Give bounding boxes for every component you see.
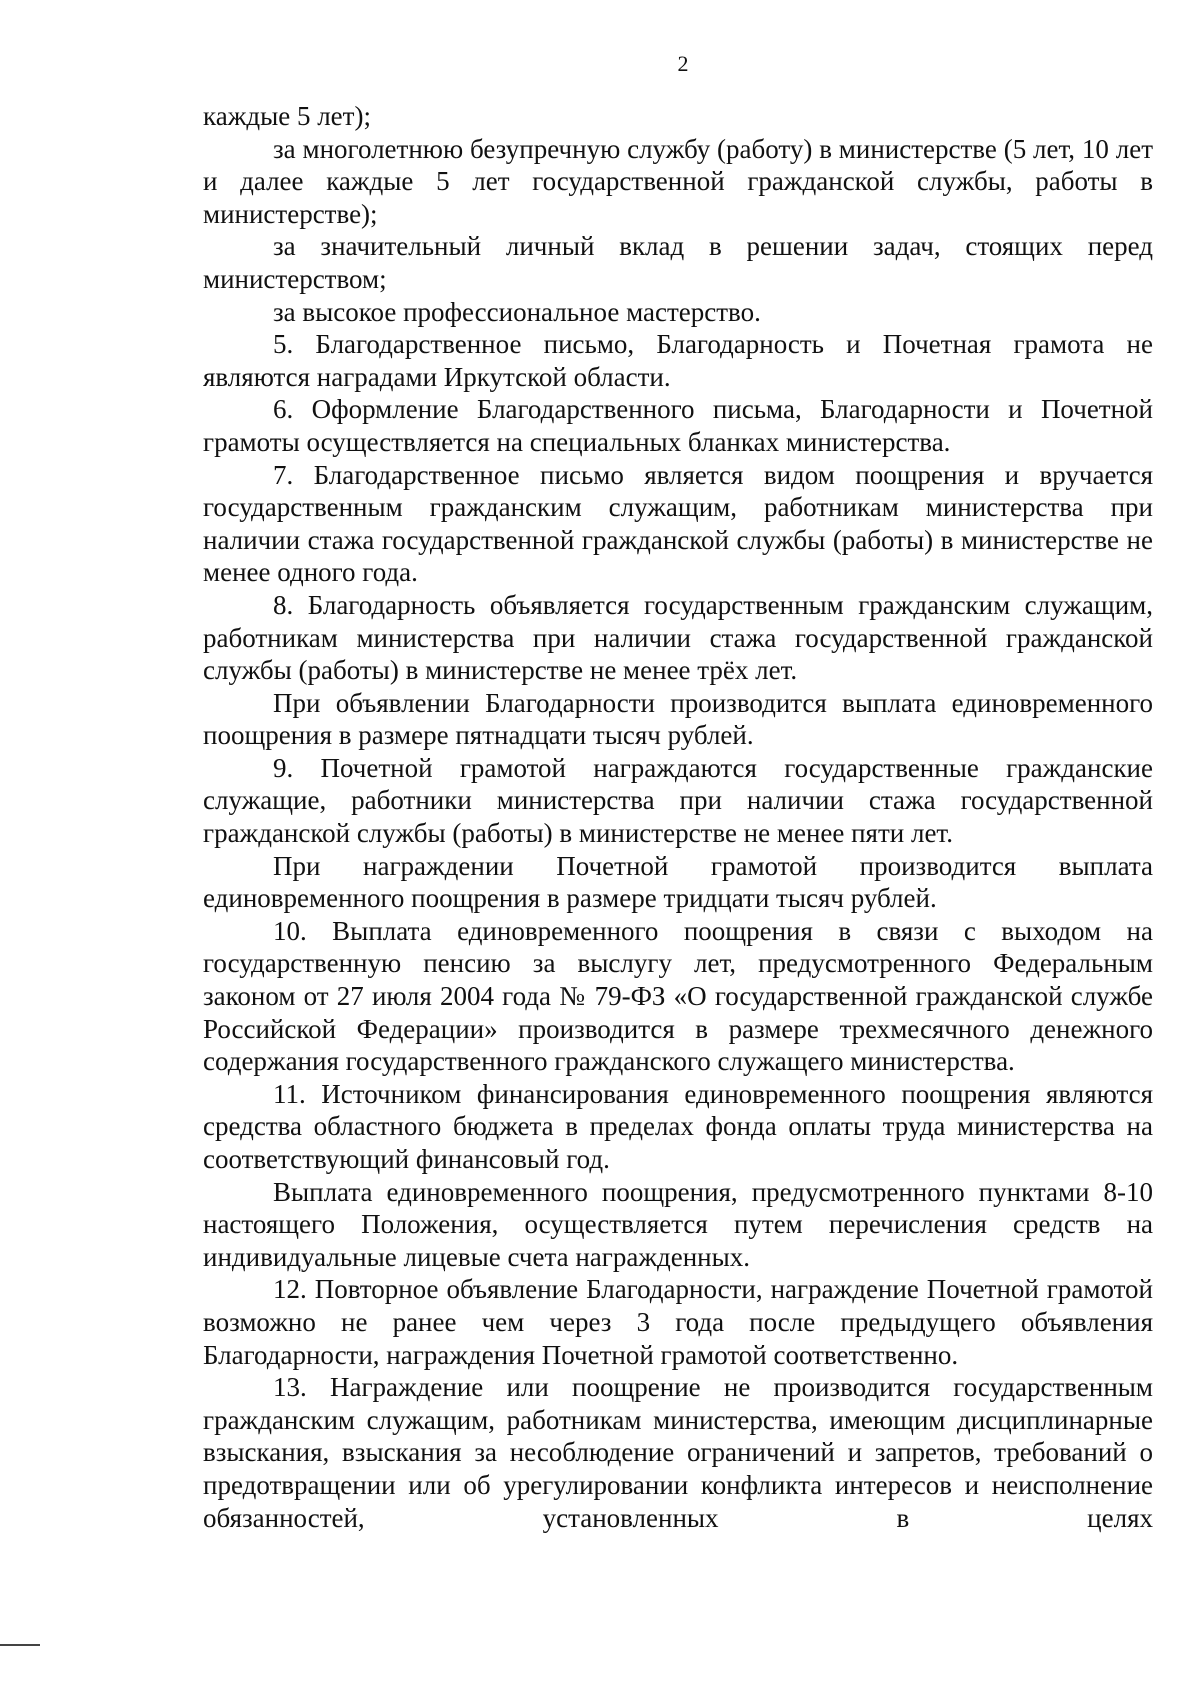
- document-body: [203, 100, 1153, 1534]
- page-number: 2: [677, 51, 689, 76]
- paragraph: При награждении Почетной грамотой производится выплата единовременного поощрения в размере тридцати тысяч рублей.: [203, 850, 1153, 914]
- paragraph: каждые 5 лет);: [203, 101, 371, 131]
- paragraph: 8. Благодарность объявляется государственным гражданским служащим, работникам министерства при наличии стажа государственной гражданской службы (работы) в министерстве не менее трёх лет.: [203, 589, 1153, 686]
- paragraph: 7. Благодарственное письмо является видом поощрения и вручается государственным гражданским служащим, работникам министерства при наличии стажа государственной гражданской службы (работы) в министерстве не менее одного года.: [203, 459, 1153, 588]
- paragraph: за многолетнюю безупречную службу (работу) в министерстве (5 лет, 10 лет и далее каждые 5 лет государственной гражданской службы, работы в министерстве);: [203, 133, 1153, 229]
- paragraph: Выплата единовременного поощрения, предусмотренного пунктами 8-10 настоящего Положения, осуществляется путем перечисления средств на индивидуальные лицевые счета награжденных.: [203, 1176, 1153, 1272]
- paragraph: 9. Почетной грамотой награждаются государственные гражданские служащие, работники министерства при наличии стажа государственной гражданской службы (работы) в министерстве не менее пяти лет.: [203, 752, 1153, 849]
- paragraph: При объявлении Благодарности производится выплата единовременного поощрения в размере пятнадцати тысяч рублей.: [203, 687, 1153, 751]
- paragraph: 11. Источником финансирования единовременного поощрения являются средства областного бюджета в пределах фонда оплаты труда министерства на соответствующий финансовый год.: [203, 1078, 1153, 1174]
- paragraph: 6. Оформление Благодарственного письма, Благодарности и Почетной грамоты осуществляется на специальных бланках министерства.: [203, 394, 1153, 457]
- paragraph: 5. Благодарственное письмо, Благодарность и Почетная грамота не являются наградами Иркутской области.: [203, 329, 1153, 392]
- paragraph: за значительный личный вклад в решении задач, стоящих перед министерством;: [203, 231, 1153, 294]
- paragraph: 13. Награждение или поощрение не производится государственным гражданским служащим, работникам министерства, имеющим дисциплинарные взыскания, взыскания за несоблюдение ограничений и запретов, требований о предотвращении или об урегулировании конфликта интересов и неисполнение обязанностей, установленных в целях: [203, 1372, 1153, 1533]
- paragraph: за высокое профессиональное мастерство.: [273, 296, 761, 327]
- paragraph: 10. Выплата единовременного поощрения в связи с выходом на государственную пенсию за выслугу лет, предусмотренного Федеральным законом от 27 июля 2004 года № 79-ФЗ «О государственной гражданской службе Российской Федерации» производится в размере трехмесячного денежного содержания государственного гражданского служащего министерства.: [203, 915, 1153, 1077]
- paragraph: 12. Повторное объявление Благодарности, награждение Почетной грамотой возможно не ранее чем через 3 года после предыдущего объявления Благодарности, награждения Почетной грамотой соответственно.: [203, 1274, 1153, 1370]
- footer-divider: [0, 1644, 40, 1646]
